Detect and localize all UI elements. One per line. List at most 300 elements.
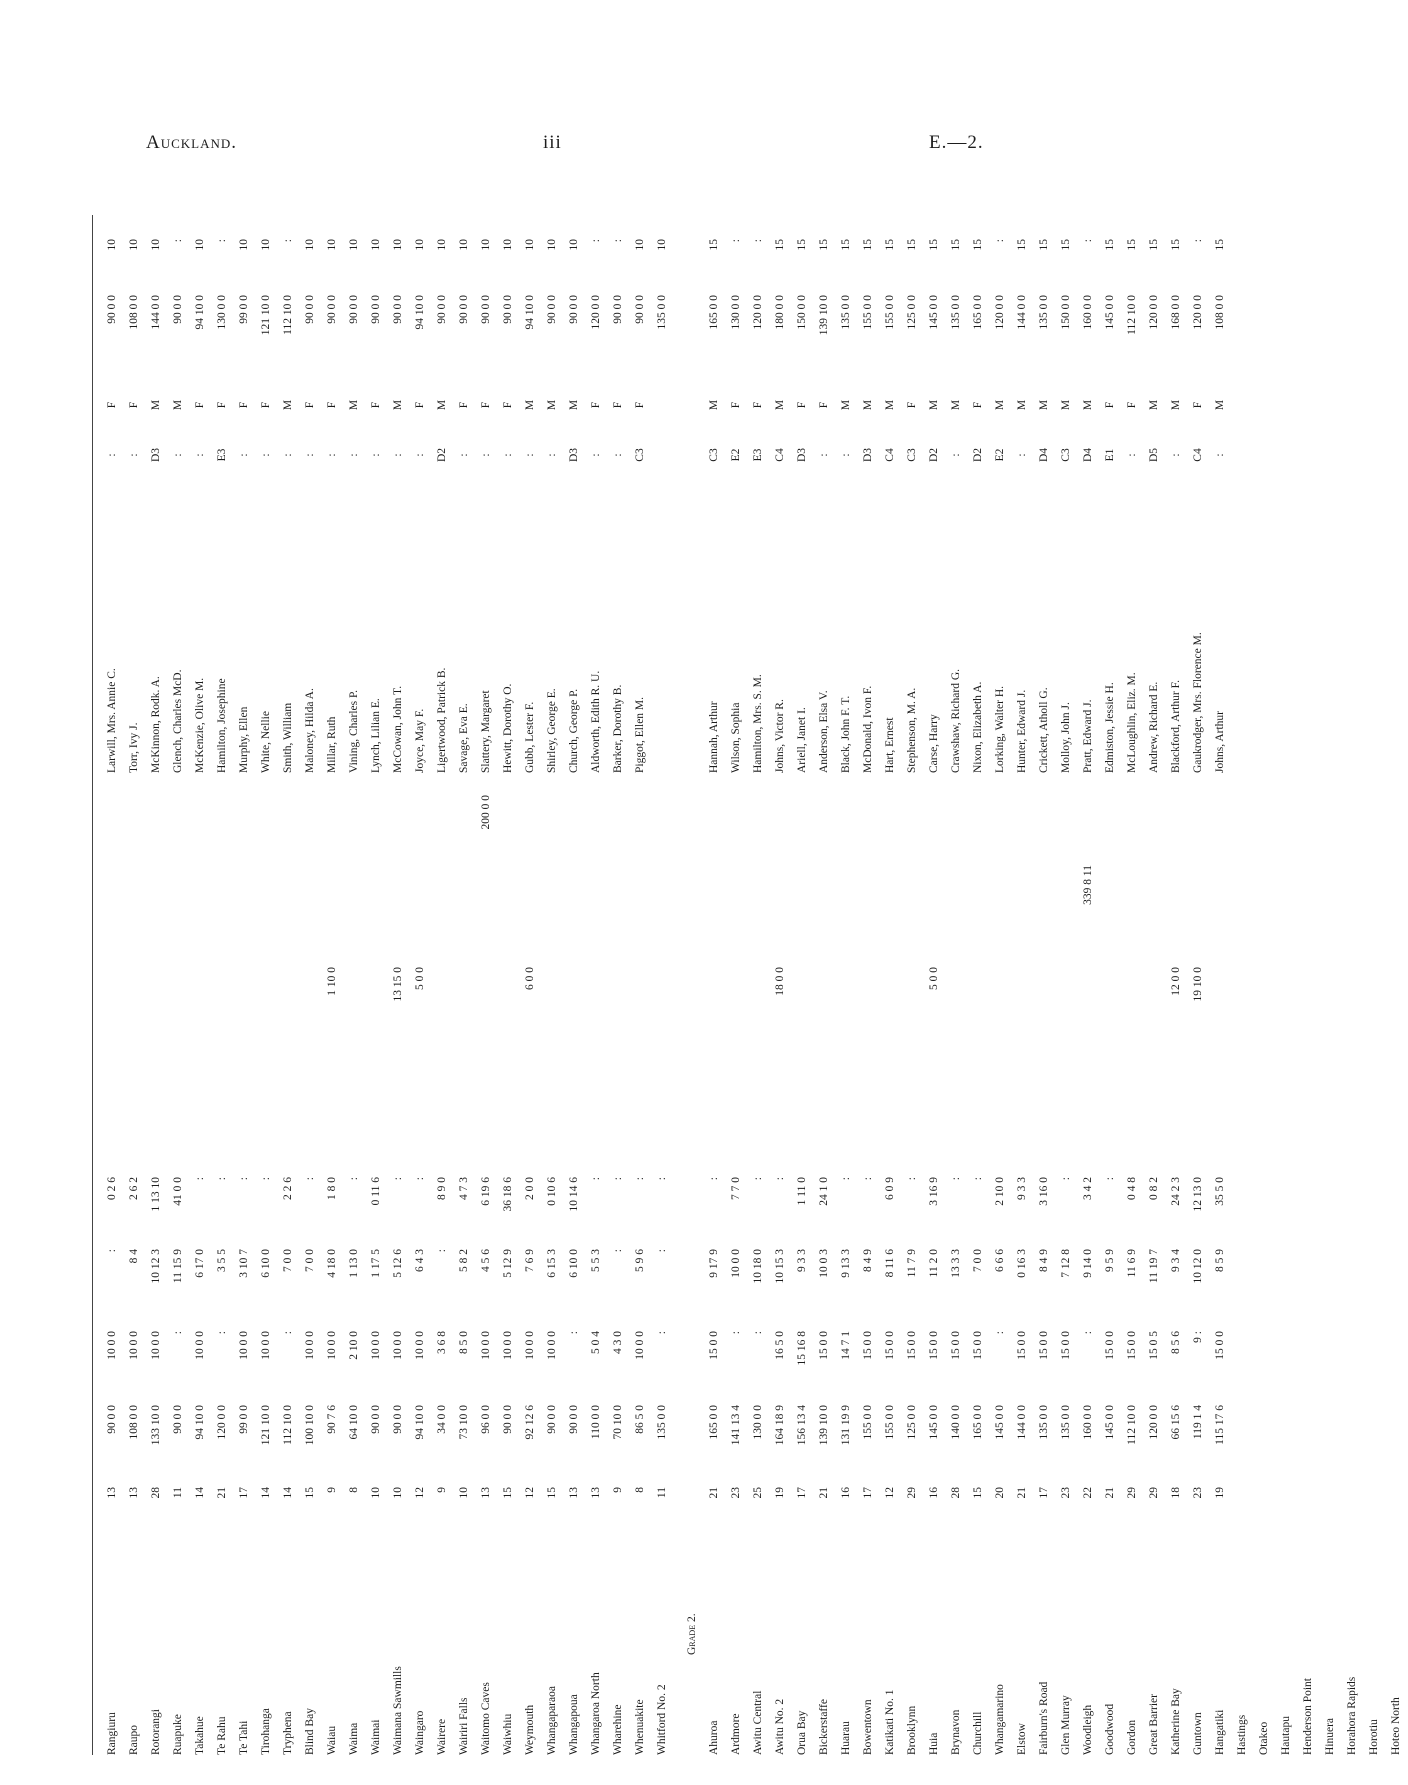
attendance: 20 [994,1487,1006,1499]
capitation: 7 12 8 [1060,1249,1072,1278]
teacher-sex: M [546,399,558,411]
teacher-name: Ligertwood, Patrick B. [436,667,448,773]
salary: 133 10 0 [150,1405,162,1446]
table-row [1342,195,1364,1775]
teacher-classification: : [194,453,206,457]
salary: 119 1 4 [1192,1405,1204,1440]
teacher-allowance: : [282,239,294,243]
teacher-classification: : [414,453,426,457]
teacher-allowance: 15 [818,239,830,251]
buildings: 24 2 3 [1170,1177,1182,1206]
school-name: Hautapu [1280,1716,1292,1755]
teacher-sex: F [260,401,272,409]
school-name: Raupo [128,1724,140,1755]
teacher-salary: 90 0 0 [370,295,382,324]
table-row [1320,195,1342,1775]
teacher-salary: 155 0 0 [884,295,896,330]
teacher-allowance: 10 [326,239,338,251]
teacher-salary: 90 0 0 [326,295,338,324]
salary: 155 0 0 [862,1405,874,1440]
salary: 90 0 0 [546,1405,558,1434]
school-name: Oruа Bay [796,1710,808,1755]
table-row [1034,195,1056,1775]
buildings: 12 13 0 [1192,1177,1204,1212]
residence-allowance: 8 5 6 [1170,1331,1182,1354]
teacher-salary: 90 0 0 [348,295,360,324]
capitation: 13 3 3 [950,1249,962,1278]
table-row [814,195,836,1775]
teacher-salary: 145 0 0 [928,295,940,330]
teacher-salary: 150 0 0 [796,295,808,330]
attendance: 9 [326,1487,338,1493]
school-name: Waima [348,1722,360,1755]
buildings: : [1104,1177,1116,1181]
teacher-name: Johns, Arthur [1214,711,1226,773]
table-row [858,195,880,1775]
school-name: Gordon [1126,1719,1138,1755]
capitation: 5 12 6 [392,1249,404,1278]
teacher-name: Andrew, Richard E. [1148,681,1160,773]
other-grant: 12 0 0 [1170,967,1182,996]
other-grant: 19 10 0 [1192,967,1204,1002]
capitation: 7 0 0 [282,1249,294,1272]
residence-allowance: 10 0 0 [502,1331,514,1360]
buildings: 0 4 8 [1126,1177,1138,1200]
teacher-sex: F [730,401,742,409]
residence-allowance: : [172,1331,184,1335]
residence-allowance: 15 0 0 [1104,1331,1116,1360]
residence-allowance: 14 7 1 [840,1331,852,1360]
teacher-allowance: 10 [634,239,646,251]
buildings: 8 9 0 [436,1177,448,1200]
school-name: Hinuera [1324,1717,1336,1755]
teacher-name: Carse, Harry [928,714,940,773]
school-name: Huarau [840,1721,852,1755]
school-name: Horotiu [1368,1719,1380,1755]
school-name: Katherine Bay [1170,1688,1182,1755]
capitation: 10 0 0 [730,1249,742,1278]
teacher-classification: D4 [1082,447,1094,463]
buildings: 35 5 0 [1214,1177,1226,1206]
residence-allowance: 10 0 0 [326,1331,338,1360]
teacher-sex: M [392,399,404,411]
school-name: Hoteo North [1390,1697,1402,1755]
teacher-salary: 94 10 0 [524,295,536,330]
table-row [586,195,608,1775]
salary: 156 13 4 [796,1405,808,1446]
residence-allowance: 10 0 0 [304,1331,316,1360]
attendance: 13 [106,1487,118,1499]
teacher-salary: 145 0 0 [1104,295,1116,330]
attendance: 16 [928,1487,940,1499]
table-row [190,195,212,1775]
capitation: 7 0 0 [972,1249,984,1272]
school-name: Waimana Sawmills [392,1666,404,1755]
school-name: Wharehine [612,1704,624,1755]
school-name: Whenuakite [634,1699,646,1755]
teacher-name: Molloy, John J. [1060,702,1072,773]
teacher-sex: F [238,401,250,409]
school-name: Tryphena [282,1711,294,1755]
residence-allowance: 3 6 8 [436,1331,448,1354]
school-name: Takahue [194,1716,206,1755]
teacher-allowance: 15 [862,239,874,251]
teacher-allowance: : [172,239,184,243]
residence-allowance: 10 0 0 [150,1331,162,1360]
residence-allowance: 10 0 0 [546,1331,558,1360]
teacher-salary: 90 0 0 [502,295,514,324]
residence-allowance: 10 0 0 [128,1331,140,1360]
teacher-sex: F [1192,401,1204,409]
attendance: 8 [634,1487,646,1493]
residence-allowance: 9 : [1192,1331,1204,1343]
school-name: Whangaroa North [590,1672,602,1755]
buildings: 6 19 6 [480,1177,492,1206]
capitation: 5 12 9 [502,1249,514,1278]
teacher-classification: : [128,453,140,457]
residence-allowance: 10 0 0 [260,1331,272,1360]
teacher-classification: C4 [884,448,896,462]
school-name: Awitu No. 2 [774,1698,786,1755]
residence-allowance: 15 16 8 [796,1331,808,1366]
salary: 90 0 0 [502,1405,514,1434]
teacher-name: Glench, Charles McD. [172,669,184,773]
teacher-classification: : [1126,453,1138,457]
table-row [454,195,476,1775]
school-name: Guntown [1192,1712,1204,1755]
attendance: 21 [818,1487,830,1499]
salary: 120 0 0 [216,1405,228,1440]
teacher-salary: 180 0 0 [774,295,786,330]
attendance: 12 [414,1487,426,1499]
school-name: Ruapuke [172,1714,184,1755]
capitation: 5 9 6 [634,1249,646,1272]
teacher-name: Johns, Victor R. [774,699,786,773]
school-name: Te Rahu [216,1716,228,1755]
teacher-name: Torr, Ivy J. [128,722,140,773]
salary: 94 10 0 [414,1405,426,1440]
teacher-sex: F [634,401,646,409]
school-name: Hastings [1236,1714,1248,1755]
school-name: Waitomo Caves [480,1682,492,1755]
school-name: Te Tahi [238,1720,250,1755]
buildings: 24 1 0 [818,1177,830,1206]
teacher-name: Shirley, George E. [546,688,558,773]
table-row [1254,195,1276,1775]
attendance: 15 [972,1487,984,1499]
table-row [168,195,190,1775]
buildings: 0 8 2 [1148,1177,1160,1200]
salary: 135 0 0 [1060,1405,1072,1440]
salary: 164 18 9 [774,1405,786,1446]
teacher-salary: 90 0 0 [480,295,492,324]
school-name: Bickerstaffe [818,1699,830,1755]
salary: 130 0 0 [752,1405,764,1440]
residence-allowance: 15 0 0 [972,1331,984,1360]
teacher-classification: : [392,453,404,457]
teacher-allowance: 15 [774,239,786,251]
residence-allowance: 15 0 0 [818,1331,830,1360]
teacher-sex: M [1170,399,1182,411]
teacher-name: Crawshaw, Richard G. [950,668,962,773]
buildings: 0 11 6 [370,1177,382,1206]
residence-allowance: 15 0 0 [928,1331,940,1360]
salary: 121 10 0 [260,1405,272,1446]
teacher-salary: 112 10 0 [282,295,294,335]
teacher-allowance: 15 [1126,239,1138,251]
salary: 100 10 0 [304,1405,316,1446]
teacher-salary: 160 0 0 [1082,295,1094,330]
teacher-allowance: 10 [348,239,360,251]
teacher-salary: 120 0 0 [590,295,602,330]
capitation: : [436,1249,448,1253]
teacher-sex: M [1038,399,1050,411]
teacher-sex: M [840,399,852,411]
table-row [902,195,924,1775]
attendance: 11 [656,1487,668,1499]
salary: 94 10 0 [194,1405,206,1440]
teacher-name: Savage, Eva E. [458,703,470,773]
capitation: 9 13 3 [840,1249,852,1278]
table-row [1056,195,1078,1775]
teacher-salary: 139 10 0 [818,295,830,336]
buildings: : [656,1177,668,1181]
teacher-name: Piggot, Ellen M. [634,696,646,773]
teacher-classification: E1 [1104,448,1116,462]
salary: 125 0 0 [906,1405,918,1440]
teacher-allowance: 15 [906,239,918,251]
residence-allowance: 10 0 0 [238,1331,250,1360]
table-row [410,195,432,1775]
teacher-sex: F [304,401,316,409]
residence-allowance: : [568,1331,580,1335]
capitation: 10 18 0 [752,1249,764,1284]
teacher-salary: 90 0 0 [436,295,448,324]
capitation: 11 2 0 [928,1249,940,1278]
teacher-name: Hannah, Arthur [708,701,720,773]
teacher-allowance: 15 [884,239,896,251]
salary: 165 0 0 [708,1405,720,1440]
salary: 155 0 0 [884,1405,896,1440]
teacher-sex: F [612,401,624,409]
residence-allowance: : [1082,1331,1094,1335]
salary: 108 0 0 [128,1405,140,1440]
residence-allowance: : [216,1331,228,1335]
attendance: 13 [480,1487,492,1499]
teacher-name: Murphy, Ellen [238,706,250,773]
teacher-salary: 99 0 0 [238,295,250,324]
attendance: 16 [840,1487,852,1499]
teacher-sex: M [1148,399,1160,411]
teacher-salary: 135 0 0 [1038,295,1050,330]
capitation: 3 5 5 [216,1249,228,1272]
attendance: 17 [862,1487,874,1499]
teacher-salary: 150 0 0 [1060,295,1072,330]
teacher-allowance: 10 [260,239,272,251]
teacher-name: Slattery, Margaret [480,690,492,773]
attendance: 29 [1126,1487,1138,1499]
teacher-allowance: 15 [1038,239,1050,251]
teacher-name: Anderson, Elsa V. [818,690,830,773]
school-name: Glen Murray [1060,1695,1072,1755]
teacher-classification: : [590,453,602,457]
salary: 115 17 6 [1214,1405,1226,1445]
teacher-salary: 130 0 0 [216,295,228,330]
teacher-sex: F [414,401,426,409]
school-name: Ahuroa [708,1720,720,1755]
buildings: 3 16 9 [928,1177,940,1206]
salary: 70 10 0 [612,1405,624,1440]
teacher-allowance: 10 [458,239,470,251]
salary: 64 10 0 [348,1405,360,1440]
teacher-name: McKinnon, Rodk. A. [150,676,162,773]
teacher-allowance: : [752,239,764,243]
table-row [990,195,1012,1775]
teacher-sex: F [502,401,514,409]
attendance: 14 [194,1487,206,1499]
residence-allowance: 15 0 0 [1214,1331,1226,1360]
teacher-allowance: 10 [194,239,206,251]
attendance: 13 [590,1487,602,1499]
capitation: 5 5 3 [590,1249,602,1272]
teacher-sex: M [884,399,896,411]
teacher-allowance: 15 [1170,239,1182,251]
buildings: 4 7 3 [458,1177,470,1200]
teacher-allowance: : [1192,239,1204,243]
grade-heading-row [682,195,704,1775]
table-row [124,195,146,1775]
attendance: 28 [150,1487,162,1499]
attendance: 12 [884,1487,896,1499]
attendance: 23 [1192,1487,1204,1499]
residence-allowance: 2 10 0 [348,1331,360,1360]
residence-allowance: 10 0 0 [194,1331,206,1360]
buildings: : [950,1177,962,1181]
salary: 140 0 0 [950,1405,962,1440]
capitation: 10 15 3 [774,1249,786,1284]
attendance: 17 [238,1487,250,1499]
teacher-name: Smith, William [282,702,294,773]
salary: 90 0 0 [370,1405,382,1434]
salary: 73 10 0 [458,1405,470,1440]
teacher-allowance: : [216,239,228,243]
teacher-allowance: 10 [392,239,404,251]
buildings: : [862,1177,874,1181]
residence-allowance: 5 0 4 [590,1331,602,1354]
capitation: 8 4 9 [862,1249,874,1272]
teacher-sex: M [994,399,1006,411]
teacher-salary: 90 0 0 [392,295,404,324]
residence-allowance: 10 0 0 [414,1331,426,1360]
school-name: Ardmore [730,1713,742,1755]
attendance: 15 [304,1487,316,1499]
teacher-classification: : [282,453,294,457]
teacher-classification: E2 [994,448,1006,462]
teacher-salary: 165 0 0 [972,295,984,330]
salary: 135 0 0 [656,1405,668,1440]
teacher-name: Ariell, Janet I. [796,707,808,773]
table-row [946,195,968,1775]
attendance: 13 [568,1487,580,1499]
table-row [300,195,322,1775]
salary: 145 0 0 [994,1405,1006,1440]
teacher-classification: E3 [216,448,228,462]
buildings: 3 16 0 [1038,1177,1050,1206]
salary: 110 0 0 [590,1405,602,1440]
header-reference: E.—2. [929,132,984,153]
attendance: 14 [282,1487,294,1499]
table-row [1078,195,1100,1775]
capitation: 6 15 3 [546,1249,558,1278]
capitation: 9 17 9 [708,1249,720,1278]
capitation: 9 3 4 [1170,1249,1182,1272]
attendance: 19 [774,1487,786,1499]
attendance: 21 [1016,1487,1028,1499]
teacher-classification: D2 [972,447,984,463]
other-grant: 1 10 0 [326,967,338,996]
capitation: : [106,1249,118,1253]
teacher-salary: 108 0 0 [1214,295,1226,330]
page-header [0,132,1114,162]
table-row [388,195,410,1775]
teacher-name: Lorking, Walter H. [994,685,1006,773]
teacher-sex: F [458,401,470,409]
salary: 144 0 0 [1016,1405,1028,1440]
buildings: 41 0 0 [172,1177,184,1206]
table-row [1210,195,1232,1775]
teacher-allowance: : [1082,239,1094,243]
buildings: : [972,1177,984,1181]
teacher-name: McKenzie, Olive M. [194,677,206,773]
table-row [476,195,498,1775]
buildings: : [216,1177,228,1181]
capitation: 7 0 0 [304,1249,316,1272]
buildings: 7 7 0 [730,1177,742,1200]
capitation: 4 5 6 [480,1249,492,1272]
capitation: 8 11 6 [884,1249,896,1278]
school-name: Churchill [972,1711,984,1755]
capitation: 9 3 3 [796,1249,808,1272]
residence-allowance: 10 0 0 [106,1331,118,1360]
teacher-classification: D3 [568,447,580,463]
teacher-allowance: 10 [128,239,140,251]
table-row [1298,195,1320,1775]
teacher-classification: C3 [1060,448,1072,462]
teacher-classification: : [612,453,624,457]
teacher-allowance: 10 [436,239,448,251]
salary: 120 0 0 [1148,1405,1160,1440]
teacher-salary: 90 0 0 [458,295,470,324]
teacher-sex: F [106,401,118,409]
teacher-name: Gubb, Lester F. [524,701,536,773]
teacher-name: Pratt, Edward J. [1082,699,1094,773]
buildings: 6 0 9 [884,1177,896,1200]
buildings: 0 10 6 [546,1177,558,1206]
teacher-salary: 94 10 0 [194,295,206,330]
table-row [366,195,388,1775]
table-row [1276,195,1298,1775]
teacher-sex: F [752,401,764,409]
residence-allowance: 16 5 0 [774,1331,786,1360]
school-name: Woodleigh [1082,1704,1094,1755]
teacher-classification: D3 [862,447,874,463]
salary: 99 0 0 [238,1405,250,1434]
residence-allowance: 10 0 0 [524,1331,536,1360]
attendance: 29 [906,1487,918,1499]
teacher-name: Hamilton, Josephine [216,678,228,773]
school-name: Goodwood [1104,1703,1116,1755]
teacher-classification: : [818,453,830,457]
